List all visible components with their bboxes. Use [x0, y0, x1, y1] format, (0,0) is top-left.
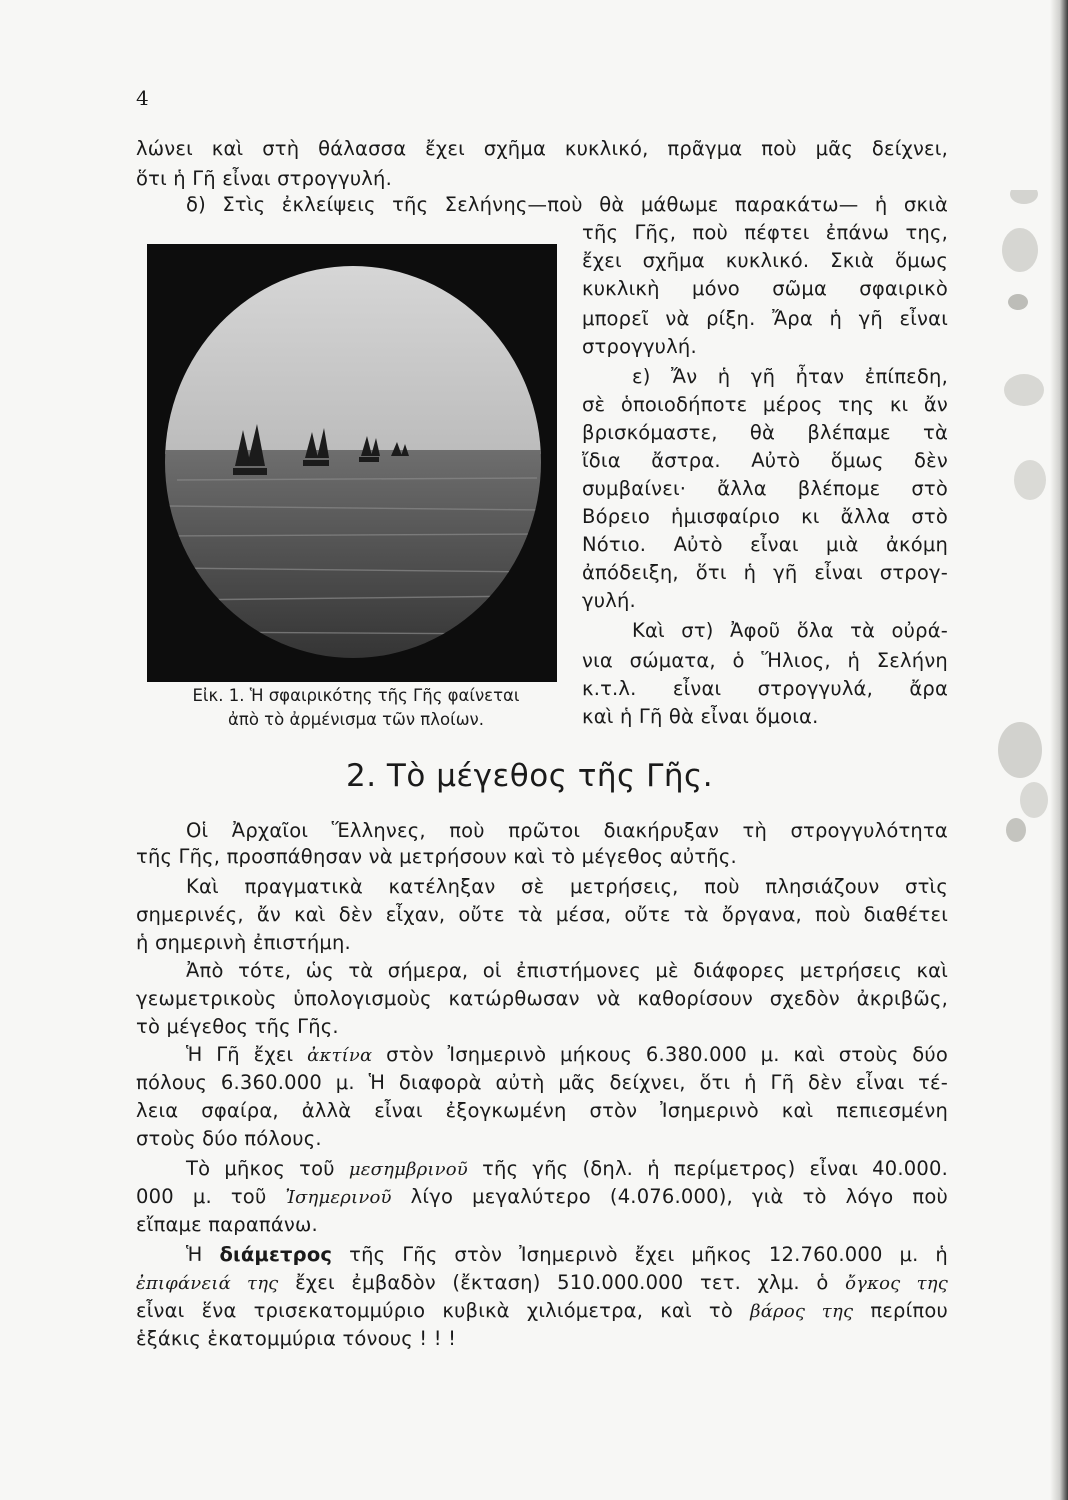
text-run: λίγο μεγαλύτερο (4.076.000), γιὰ τὸ λόγο ποὺ	[410, 1185, 948, 1208]
column-line: ἔχει σχῆμα κυκλικό. Σκιὰ ὅμως	[582, 249, 948, 272]
column-line: μπορεῖ νὰ ρίξη. Ἄρα ἡ γῆ εἶναι	[582, 307, 948, 330]
text-line: ὅτι ἡ Γῆ εἶναι στρογγυλή.	[136, 167, 392, 190]
text-run: τῆς γῆς (δηλ. ἡ περίμετρος) εἶναι 40.000.	[482, 1157, 948, 1180]
body-line: Καὶ πραγματικὰ κατέληξαν σὲ μετρήσεις, ποὺ πλησιάζουν στὶς	[186, 875, 948, 898]
text-run: περίπου	[870, 1299, 948, 1322]
text-run: τῆς Γῆς στὸν Ἰσημερινὸ ἔχει μῆκος 12.760.000 μ. ἡ	[349, 1243, 948, 1266]
page-edge-shadow	[1050, 0, 1068, 1500]
column-line: βρισκόμαστε, θὰ βλέπαμε τὰ	[582, 421, 948, 444]
column-line: συμβαίνει· ἄλλα βλέπομε στὸ	[582, 477, 948, 500]
column-line: ε) Ἄν ἡ γῆ ἦταν ἐπίπεδη,	[632, 365, 948, 388]
figure-caption: ἀπὸ τὸ ἀρμένισμα τῶν πλοίων.	[228, 710, 484, 729]
text-run: Τὸ μῆκος τοῦ	[186, 1157, 335, 1180]
italic-term: ὄγκος της	[845, 1273, 948, 1294]
water-stains	[990, 190, 1050, 950]
bold-term: διάμετρος	[219, 1243, 333, 1266]
text-run: Ἡ Γῆ ἔχει	[186, 1043, 294, 1066]
body-line: Οἱ Ἀρχαῖοι Ἕλληνες, ποὺ πρῶτοι διακήρυξαν τὴ στρογγυλότητα	[186, 819, 948, 842]
column-line: στρογγυλή.	[582, 335, 697, 358]
column-line: Καὶ στ) Ἀφοῦ ὅλα τὰ οὐρά-	[632, 619, 948, 642]
text-run: ὁ	[816, 1271, 829, 1294]
column-line: γυλή.	[582, 589, 636, 612]
column-line: κ.τ.λ. εἶναι στρογγυλά, ἄρα	[582, 677, 948, 700]
column-line: σὲ ὁποιοδήποτε μέρος της κι ἄν	[582, 393, 948, 416]
section-heading: 2. Τὸ μέγεθος τῆς Γῆς.	[346, 758, 714, 794]
text-run: ἔχει ἐμβαδὸν (ἔκταση) 510.000.000 τετ. χλμ.	[295, 1271, 800, 1294]
column-line: καὶ ἡ Γῆ θὰ εἶναι ὅμοια.	[582, 705, 819, 728]
italic-term: Ἰσημερινοῦ	[285, 1187, 392, 1208]
body-line: λεια σφαίρα, ἀλλὰ εἶναι ἐξογκωμένη στὸν Ἰσημερινὸ καὶ πεπιεσμένη	[136, 1099, 948, 1122]
column-line: Νότιο. Αὐτὸ εἶναι μιὰ ἀκόμη	[582, 533, 948, 556]
column-line: Βόρειο ἡμισφαίριο κι ἄλλα στὸ	[582, 505, 948, 528]
body-line	[136, 1298, 948, 1325]
body-line: ἑξάκις ἑκατομμύρια τόνους ! ! !	[136, 1327, 457, 1350]
body-line: πόλους 6.360.000 μ. Ἡ διαφορὰ αὐτὴ μᾶς δείχνει, ὅτι ἡ Γῆ δὲν εἶναι τέ-	[136, 1071, 948, 1094]
italic-term: ἐπιφάνειά της	[136, 1273, 279, 1294]
body-line	[136, 1242, 948, 1268]
column-line: νια σώματα, ὁ Ἥλιος, ἡ Σελήνη	[582, 649, 948, 672]
italic-term: ἀκτίνα	[307, 1045, 373, 1066]
body-line: τὸ μέγεθος τῆς Γῆς.	[136, 1015, 339, 1038]
text-line: δ) Στὶς ἐκλείψεις τῆς Σελήνης—ποὺ θὰ μάθωμε παρακάτω— ἡ σκιὰ	[186, 193, 948, 216]
text-line: λώνει καὶ στὴ θάλασσα ἔχει σχῆμα κυκλικό, πρᾶγμα ποὺ μᾶς δείχνει,	[136, 137, 948, 160]
column-line: ἀπόδειξη, ὅτι ἡ γῆ εἶναι στρογ-	[582, 561, 948, 584]
text-run: στὸν Ἰσημερινὸ μήκους 6.380.000 μ. καὶ στοὺς δύο	[386, 1043, 948, 1066]
italic-term: μεσημβρινοῦ	[348, 1159, 468, 1180]
figure-caption: Εἰκ. 1. Ἡ σφαιρικότης τῆς Γῆς φαίνεται	[192, 686, 520, 705]
column-line: τῆς Γῆς, ποὺ πέφτει ἐπάνω της,	[582, 221, 948, 244]
column-line: κυκλικὴ μόνο σῶμα σφαιρικὸ	[582, 277, 948, 300]
body-line: Ἀπὸ τότε, ὡς τὰ σήμερα, οἱ ἐπιστήμονες μὲ διάφορες μετρήσεις καὶ	[186, 959, 948, 982]
body-line	[136, 1184, 948, 1211]
body-line: σημερινές, ἄν καὶ δὲν εἶχαν, οὔτε τὰ μέσα, οὔτε τὰ ὄργανα, ποὺ διαθέτει	[136, 903, 948, 926]
body-line	[136, 1156, 948, 1183]
page-number: 4	[136, 86, 149, 110]
body-line: γεωμετρικοὺς ὑπολογισμοὺς κατώρθωσαν νὰ καθορίσουν σχεδὸν ἀκριβῶς,	[136, 987, 948, 1010]
body-line: ἡ σημερινὴ ἐπιστήμη.	[136, 931, 351, 954]
body-line: στοὺς δύο πόλους.	[136, 1127, 322, 1150]
text-run: 000 μ. τοῦ	[136, 1185, 267, 1208]
text-run: εἶναι ἕνα τρισεκατομμύριο κυβικὰ χιλιόμετρα, καὶ τὸ	[136, 1299, 733, 1322]
ship-horizon-figure	[147, 244, 557, 682]
body-line	[136, 1270, 948, 1297]
body-line: εἴπαμε παραπάνω.	[136, 1213, 318, 1236]
body-line	[136, 1042, 948, 1069]
column-line: ἴδια ἄστρα. Αὐτὸ ὅμως δὲν	[582, 449, 948, 472]
text-run: Ἡ	[186, 1243, 203, 1266]
body-line: τῆς Γῆς, προσπάθησαν νὰ μετρήσουν καὶ τὸ μέγεθος αὐτῆς.	[136, 845, 737, 868]
italic-term: βάρος της	[750, 1301, 854, 1322]
